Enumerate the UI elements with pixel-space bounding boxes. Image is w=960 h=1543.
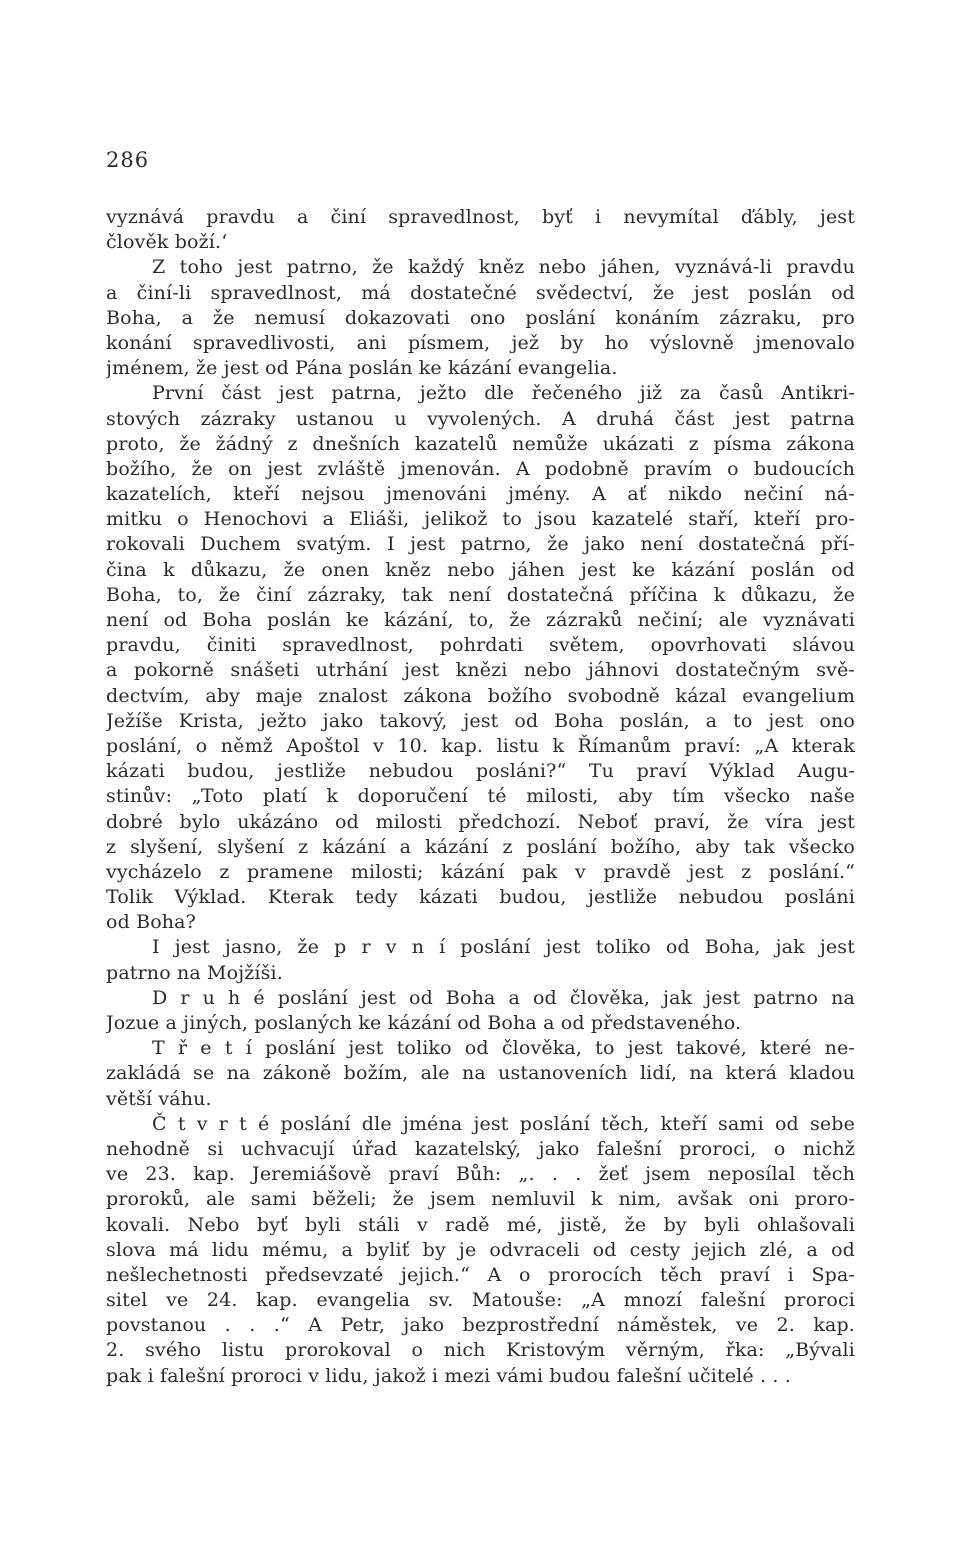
text-line: stinův: „Toto platí k doporučení té milosti, aby tím všecko naše bbox=[106, 785, 855, 808]
text-line: jménem, že jest od Pána poslán ke kázání evangelia. bbox=[106, 357, 618, 380]
text-line: konání spravedlivosti, ani písmem, jež by ho výslovně jmenovalo bbox=[106, 331, 855, 354]
text-line: Č t v r t é poslání dle jména jest poslání těch, kteří sami od sebe bbox=[152, 1112, 855, 1135]
text-line: zakládá se na zákoně božím, ale na ustanoveních lidí, na která kladou bbox=[106, 1062, 855, 1085]
text-line: pak i falešní proroci v lidu, jakož i mezi vámi budou falešní učitelé . . . bbox=[106, 1364, 791, 1387]
text-line: Ježíše Krista, ježto jako takový, jest od Boha poslán, a to jest ono bbox=[106, 709, 855, 732]
text-line: od Boha? bbox=[106, 911, 196, 934]
text-line: sitel ve 24. kap. evangelia sv. Matouše: „A mnozí falešní proroci bbox=[106, 1289, 855, 1312]
text-line: nešlechetnosti předsevzaté jejich.“ A o prorocích těch praví i Spa- bbox=[106, 1263, 855, 1286]
body-text bbox=[106, 205, 855, 1389]
text-line: proto, že žádný z dnešních kazatelů nemůže ukázati z písma zákona bbox=[106, 432, 855, 455]
text-line: člověk boží.‘ bbox=[106, 231, 228, 254]
text-line: z slyšení, slyšení z kázání a kázání z poslání božího, aby tak všecko bbox=[106, 835, 855, 858]
text-line: a činí-li spravedlnost, má dostatečné svědectví, že jest poslán od bbox=[106, 281, 855, 304]
text-line: a pokorně snášeti utrhání jest knězi nebo jáhnovi dostatečným svě- bbox=[106, 659, 855, 682]
text-line: patrno na Mojžíši. bbox=[106, 961, 283, 984]
text-line: První část jest patrna, ježto dle řečeného již za časů Antikri- bbox=[152, 382, 855, 405]
text-line: stových zázraky ustanou u vyvolených. A druhá část jest patrna bbox=[106, 407, 855, 430]
text-line: kázati budou, jestliže nebudou posláni?“ Tu praví Výklad Augu- bbox=[106, 760, 855, 783]
text-line: není od Boha poslán ke kázání, to, že zázraků nečiní; ale vyznávati bbox=[106, 609, 855, 631]
text-line: vycházelo z pramene milosti; kázání pak v pravdě jest z poslání.“ bbox=[106, 860, 855, 883]
text-line: poslání, o němž Apoštol v 10. kap. listu k Římanům praví: „A kterak bbox=[106, 734, 855, 757]
text-line: slova má lidu mému, a byliť by je odvraceli od cesty jejich zlé, a od bbox=[106, 1238, 855, 1261]
text-line: T ř e t í poslání jest toliko od člověka, to jest takové, které ne- bbox=[152, 1037, 855, 1060]
text-line: povstanou . . .“ A Petr, jako bezprostřední náměstek, ve 2. kap. bbox=[106, 1314, 855, 1337]
text-line: pravdu, činiti spravedlnost, pohrdati světem, opovrhovati slávou bbox=[106, 634, 855, 657]
text-line: mitku o Henochovi a Eliáši, jelikož to jsou kazatelé staří, kteří pro- bbox=[106, 508, 855, 531]
text-line: proroků, ale sami běželi; že jsem nemluvil k nim, avšak oni proro- bbox=[106, 1188, 855, 1211]
text-line: Boha, a že nemusí dokazovati ono poslání konáním zázraku, pro bbox=[106, 306, 855, 329]
text-line: božího, že on jest zvláště jmenován. A podobně pravím o budoucích bbox=[106, 457, 855, 480]
text-line: Boha, to, že činí zázraky, tak není dostatečná příčina k důkazu, že bbox=[106, 583, 855, 606]
text-line: 2. svého listu prorokoval o nich Kristovým věrným, řka: „Bývali bbox=[106, 1339, 855, 1362]
text-line: vyznává pravdu a činí spravedlnost, byť i nevymítal ďábly, jest bbox=[106, 206, 855, 228]
text-line: Jozue a jiných, poslaných ke kázání od Boha a od představeného. bbox=[106, 1012, 742, 1034]
text-line: dobré bylo ukázáno od milosti předchozí. Neboť praví, že víra jest bbox=[106, 810, 855, 833]
text-line: kovali. Nebo byť byli stáli v radě mé, jistě, že by byli ohlašovali bbox=[106, 1213, 855, 1236]
text-line: dectvím, aby maje znalost zákona božího svobodně kázal evangelium bbox=[106, 684, 855, 707]
page-number: 286 bbox=[106, 148, 150, 172]
text-line: kazatelích, kteří nejsou jmenováni jmény. A ať nikdo nečiní ná- bbox=[106, 483, 855, 506]
text-line: větší váhu. bbox=[106, 1087, 212, 1110]
text-line: ve 23. kap. Jeremiášově praví Bůh: „. . . žeť jsem neposílal těch bbox=[106, 1163, 855, 1186]
text-line: čina k důkazu, že onen kněz nebo jáhen jest ke kázání poslán od bbox=[106, 558, 855, 581]
text-line: Z toho jest patrno, že každý kněz nebo jáhen, vyznává-li pravdu bbox=[152, 256, 855, 279]
text-line: nehodně si uchvacují úřad kazatelský, jako falešní proroci, o nichž bbox=[106, 1137, 855, 1160]
text-line: D r u h é poslání jest od Boha a od člověka, jak jest patrno na bbox=[152, 986, 855, 1009]
text-line: Tolik Výklad. Kterak tedy kázati budou, jestliže nebudou posláni bbox=[106, 886, 855, 909]
text-line: I jest jasno, že p r v n í poslání jest toliko od Boha, jak jest bbox=[152, 936, 855, 959]
text-line: rokovali Duchem svatým. I jest patrno, že jako není dostatečná pří- bbox=[106, 533, 855, 556]
